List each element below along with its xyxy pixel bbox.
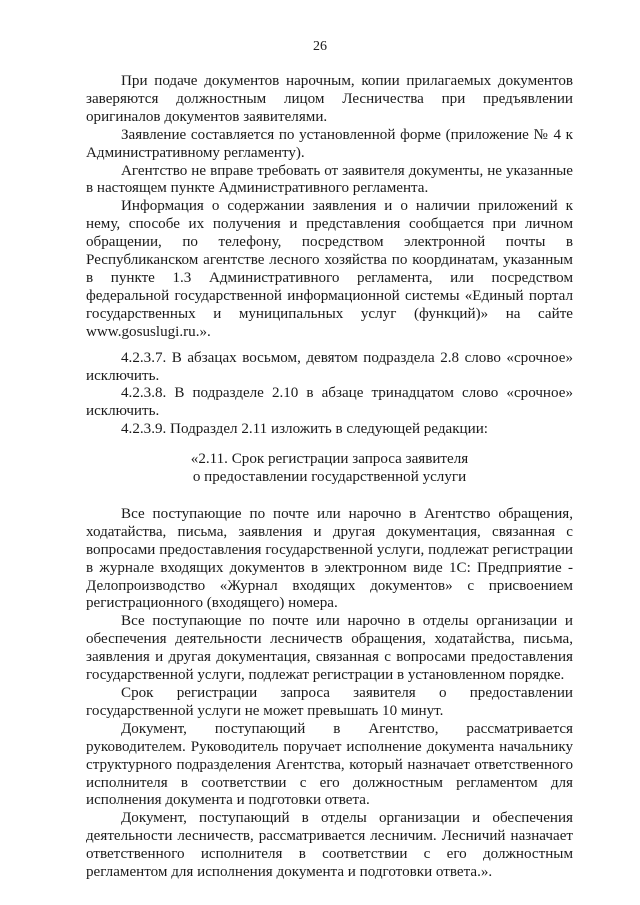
heading-line: о предоставлении государственной услуги: [192, 469, 467, 486]
paragraph: Информация о содержании заявления и о наличии приложений к нему, способе их получения и представления сообщается при личном обращении, по телефону, посредством электронной почты в Республиканском агентстве лесного хозяйства по координатам, указанным в пункте 1.3 Административного регламента, или посредством федеральной государственной информационной системы «Единый портал государственных и муниципальных услуг (функций)» на сайте www.gosuslugi.ru.».: [86, 198, 573, 340]
paragraph: При подаче документов нарочным, копии прилагаемых документов заверяются должностным лицом Лесничества при предъявлении оригиналов документов заявителями.: [86, 73, 573, 125]
heading-line: «2.11. Срок регистрации запроса заявителя: [190, 451, 469, 468]
paragraph: 4.2.3.8. В подразделе 2.10 в абзаце тринадцатом слово «срочное» исключить.: [86, 385, 573, 420]
paragraph: Срок регистрации запроса заявителя о предоставлении государственной услуги не может превышать 10 минут.: [86, 685, 573, 719]
paragraph: Агентство не вправе требовать от заявителя документы, не указанные в настоящем пункте Административного регламента.: [86, 162, 573, 197]
paragraph: Все поступающие по почте или нарочно в отделы организации и обеспечения деятельности лесничеств обращения, ходатайства, письма, заявления и другая документация, связанная с вопросами предоставления государственной услуги, подлежат регистрации в установленном порядке.: [86, 613, 573, 684]
paragraph: 4.2.3.9. Подраздел 2.11 изложить в следующей редакции:: [121, 421, 488, 438]
page-number: 26: [313, 39, 327, 54]
section-heading: [86, 451, 573, 487]
paragraph: Документ, поступающий в отделы организации и обеспечения деятельности лесничеств, рассматривается лесничим. Лесничий назначает ответственного исполнителя в соответствии с его должностным регламентом для исполнения документа и подготовки ответа.».: [86, 810, 573, 881]
paragraph: Все поступающие по почте или нарочно в Агентство обращения, ходатайства, письма, заявления и другая документация, связанная с вопросами предоставления государственной услуги, подлежат регистрации в журнале входящих документов в электронном виде 1С: Предприятие - Делопроизводство «Журнал входящих документов» с присвоением регистрационного (входящего) номера.: [86, 505, 573, 612]
paragraph: Заявление составляется по установленной форме (приложение № 4 к Административному регламенту).: [86, 126, 573, 161]
document-body: [86, 73, 573, 882]
paragraph: 4.2.3.7. В абзацах восьмом, девятом подраздела 2.8 слово «срочное» исключить.: [86, 349, 573, 384]
paragraph: Документ, поступающий в Агентство, рассматривается руководителем. Руководитель поручает исполнение документа начальнику структурного подразделения Агентства, который назначает ответственного исполнителя в соответствии с его должностным регламентом для исполнения документа и подготовки ответа.: [86, 720, 573, 809]
